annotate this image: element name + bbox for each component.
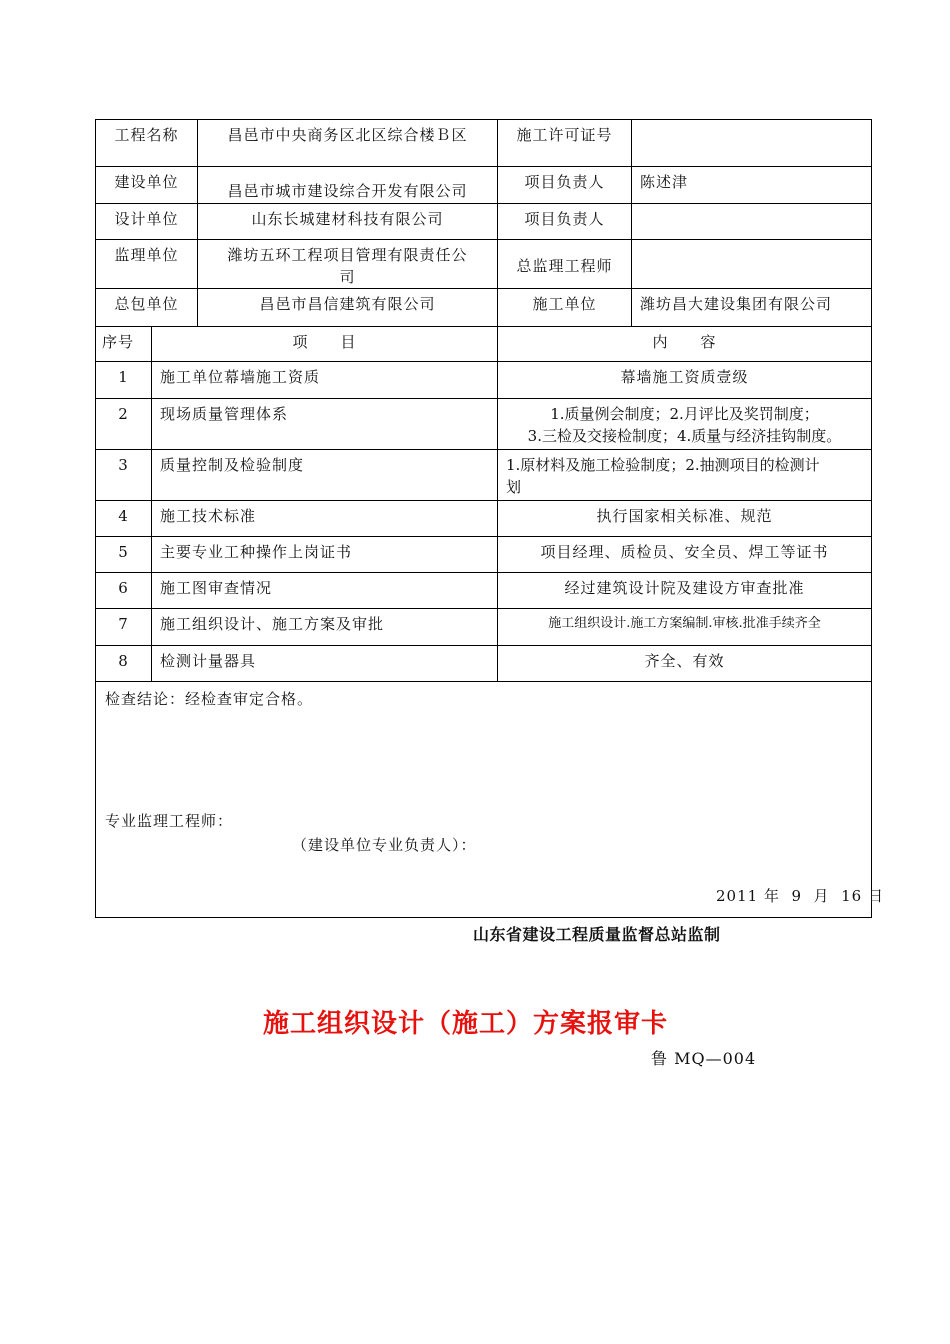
signature-date: 2011 年 9 月 16 日 (716, 887, 884, 905)
supervisor-line1: 潍坊五环工程项目管理有限责任公 (227, 246, 468, 264)
next-form-code: 鲁 MQ—004 (651, 1049, 757, 1068)
item-content: 齐全、有效 (498, 646, 871, 682)
item-content (498, 362, 871, 399)
item-no: 8 (96, 646, 152, 682)
item-name: 检测计量器具 (152, 646, 498, 682)
project-name-label: 工程名称 (96, 120, 198, 167)
owner-pm-value: 陈述津 (632, 167, 871, 204)
project-name-value: 昌邑市中央商务区北区综合楼Ｂ区 (198, 120, 498, 167)
owner-value: 昌邑市城市建设综合开发有限公司 (198, 167, 498, 204)
designer-pm-label: 项目负责人 (498, 204, 632, 240)
item-content: 施工组织设计.施工方案编制.审核.批准手续齐全 (498, 609, 871, 646)
permit-label: 施工许可证号 (498, 120, 632, 167)
item-no: 6 (96, 573, 152, 609)
supervisor-label: 监理单位 (96, 240, 198, 289)
contractor-label: 施工单位 (498, 289, 632, 327)
contractor-value: 潍坊昌大建设集团有限公司 (632, 289, 871, 327)
item-no: 1 (96, 362, 152, 399)
header-content: 内 容 (498, 327, 871, 362)
item-content: 项目经理、质检员、安全员、焊工等证书 (498, 537, 871, 573)
permit-value (632, 120, 871, 167)
item-no: 3 (96, 450, 152, 501)
item-no: 2 (96, 399, 152, 450)
inspection-form-table (95, 119, 884, 918)
item-content-line1: 1.质量例会制度；2.月评比及奖罚制度； (550, 405, 819, 423)
conclusion-section (96, 682, 884, 917)
item-name: 施工图审查情况 (152, 573, 498, 609)
designer-label: 设计单位 (96, 204, 198, 240)
designer-pm-value (632, 204, 871, 240)
item-content-line1: 幕墙施工资质壹级 (620, 368, 749, 386)
item-name: 施工组织设计、施工方案及审批 (152, 609, 498, 646)
conclusion-result: 检查结论：经检查审定合格。 (105, 690, 314, 708)
general-contractor-label: 总包单位 (96, 289, 198, 327)
designer-value: 山东长城建材科技有限公司 (198, 204, 498, 240)
header-no: 序号 (96, 327, 152, 362)
item-name: 现场质量管理体系 (152, 399, 498, 450)
item-content-line1: 1.原材料及施工检验制度；2.抽测项目的检测计 (506, 456, 820, 474)
supervisor-line2: 司 (339, 268, 356, 286)
general-contractor-value: 昌邑市昌信建筑有限公司 (198, 289, 498, 327)
owner-label: 建设单位 (96, 167, 198, 204)
chief-engineer-value (632, 240, 871, 289)
supervising-engineer-label: 专业监理工程师： (105, 812, 234, 830)
next-form-title: 施工组织设计（施工）方案报审卡 (263, 1009, 669, 1039)
supervisor-value (198, 240, 498, 289)
item-no: 4 (96, 501, 152, 537)
header-item: 项 目 (152, 327, 498, 362)
item-content: 执行国家相关标准、规范 (498, 501, 871, 537)
issuing-organization: 山东省建设工程质量监督总站监制 (473, 925, 721, 944)
item-no: 5 (96, 537, 152, 573)
owner-pm-label: 项目负责人 (498, 167, 632, 204)
item-no: 7 (96, 609, 152, 646)
item-name: 主要专业工种操作上岗证书 (152, 537, 498, 573)
item-content-line2: 3.三检及交接检制度；4.质量与经济挂钩制度。 (527, 427, 842, 445)
item-name: 施工单位幕墙施工资质 (152, 362, 498, 399)
chief-engineer-label: 总监理工程师 (498, 240, 632, 289)
item-content: 经过建筑设计院及建设方审查批准 (498, 573, 871, 609)
item-content (498, 399, 871, 450)
item-name: 质量控制及检验制度 (152, 450, 498, 501)
item-content-line2: 划 (506, 478, 522, 496)
item-name: 施工技术标准 (152, 501, 498, 537)
item-content (498, 450, 871, 501)
owner-representative-label: （建设单位专业负责人）： (292, 836, 477, 854)
